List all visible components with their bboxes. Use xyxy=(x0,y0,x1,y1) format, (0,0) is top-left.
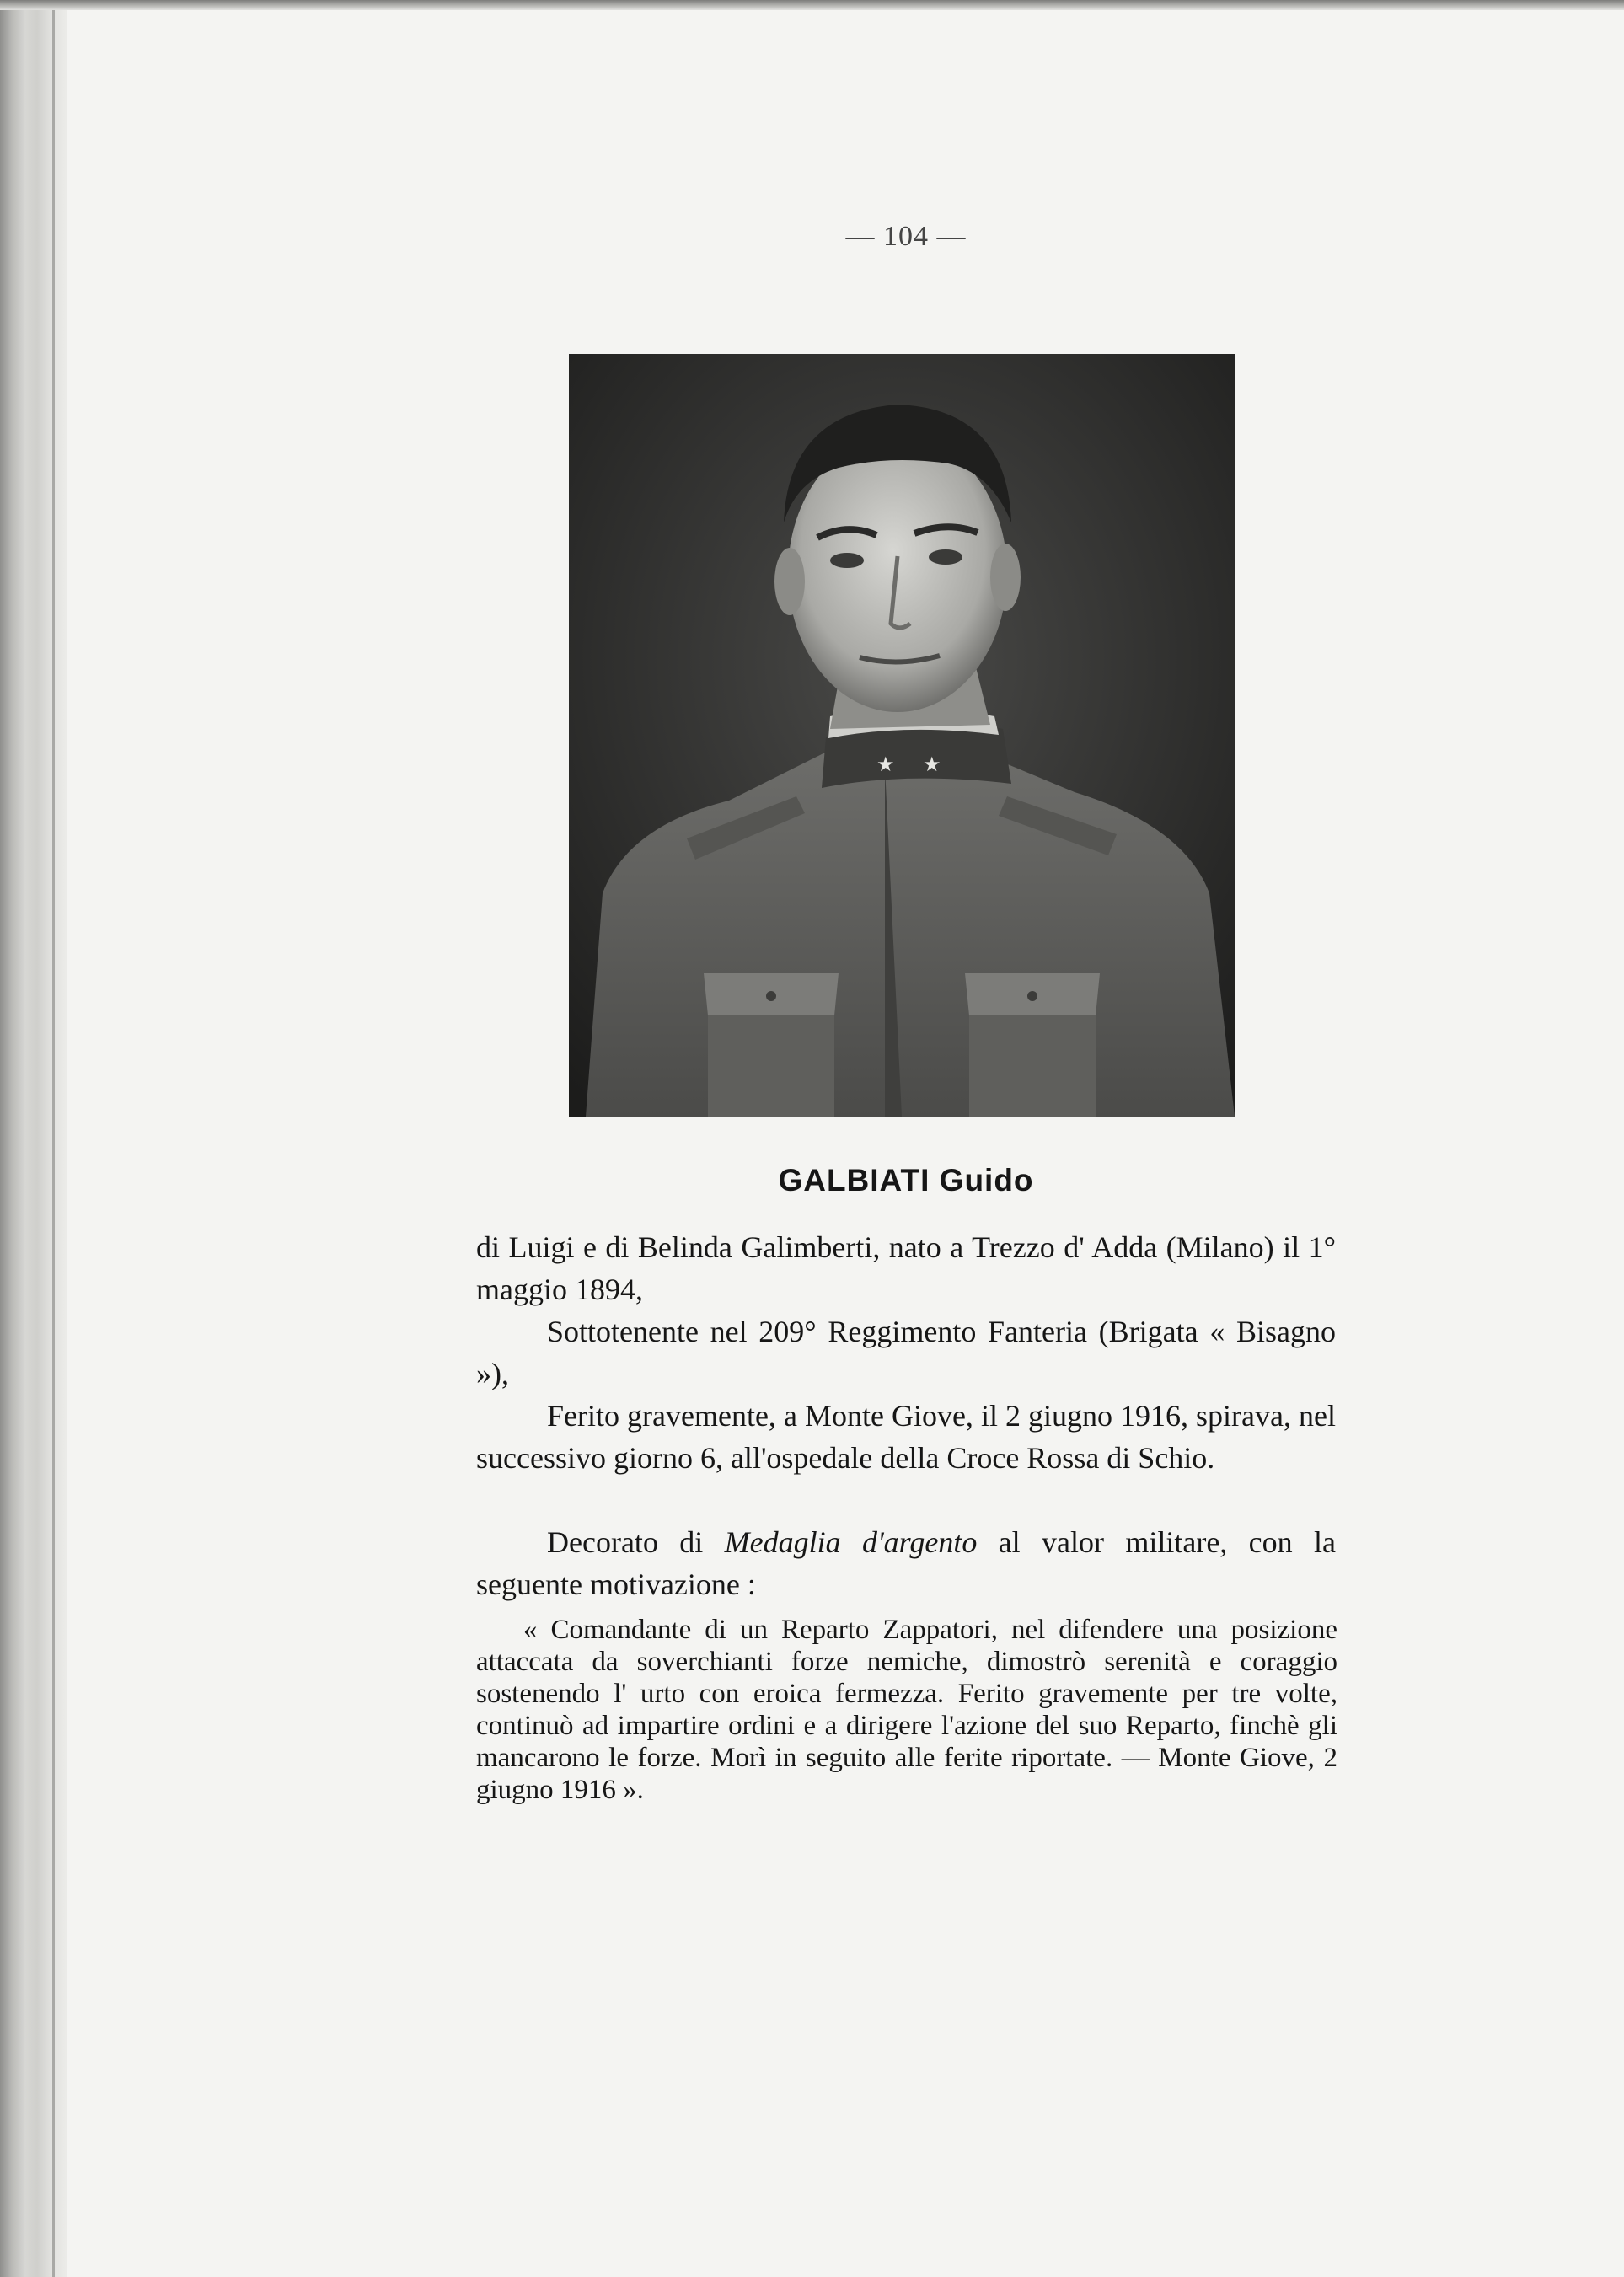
decoration-post-text: al valor militare, con la seguente motivazione : xyxy=(476,1525,1336,1601)
page-top-edge xyxy=(0,0,1624,10)
wound-text: Ferito gravemente, a Monte Giove, il 2 giugno 1916, spirava, nel successivo giorno 6, all'ospedale della Croce Rossa di Schio. xyxy=(476,1399,1336,1475)
birth-text: di Luigi e di Belinda Galimberti, nato a Trezzo d' Adda (Milano) il 1° maggio 1894, xyxy=(476,1230,1336,1306)
wound-paragraph xyxy=(476,1395,1336,1479)
portrait-photo xyxy=(569,354,1235,1117)
citation-text: « Comandante di un Reparto Zappatori, nel difendere una posizione attaccata da soverchianti forze nemiche, dimostrò serenità e coraggio sostenendo l' urto con eroica fermezza. Ferito gravemente per tre volte, continuò ad impartire ordini e a dirigere l'azione del suo Reparto, finchè gli mancarono le forze. Morì in seguito alle ferite riportate. — Monte Giove, 2 giugno 1916 ». xyxy=(476,1615,1337,1805)
rank-paragraph xyxy=(476,1310,1336,1395)
page-number: — 104 — xyxy=(845,221,967,252)
citation-block xyxy=(476,1614,1337,1806)
medal-name: Medaglia d'argento xyxy=(724,1525,978,1559)
decoration-pre-text: Decorato di xyxy=(547,1525,725,1559)
svg-text:★: ★ xyxy=(876,753,895,776)
binding-shadow-line xyxy=(52,0,55,2277)
decoration-paragraph xyxy=(476,1521,1336,1605)
decoration-text xyxy=(476,1521,1336,1605)
person-name-heading: GALBIATI Guido xyxy=(778,1163,1034,1197)
book-page xyxy=(67,10,1624,2277)
rank-text: Sottotenente nel 209° Reggimento Fanteria (Brigata « Bisagno »), xyxy=(476,1315,1336,1390)
birth-paragraph xyxy=(476,1226,1336,1310)
svg-text:★: ★ xyxy=(923,753,941,776)
portrait-photo-drawing xyxy=(569,354,1235,1117)
book-binding-edge xyxy=(0,0,67,2277)
